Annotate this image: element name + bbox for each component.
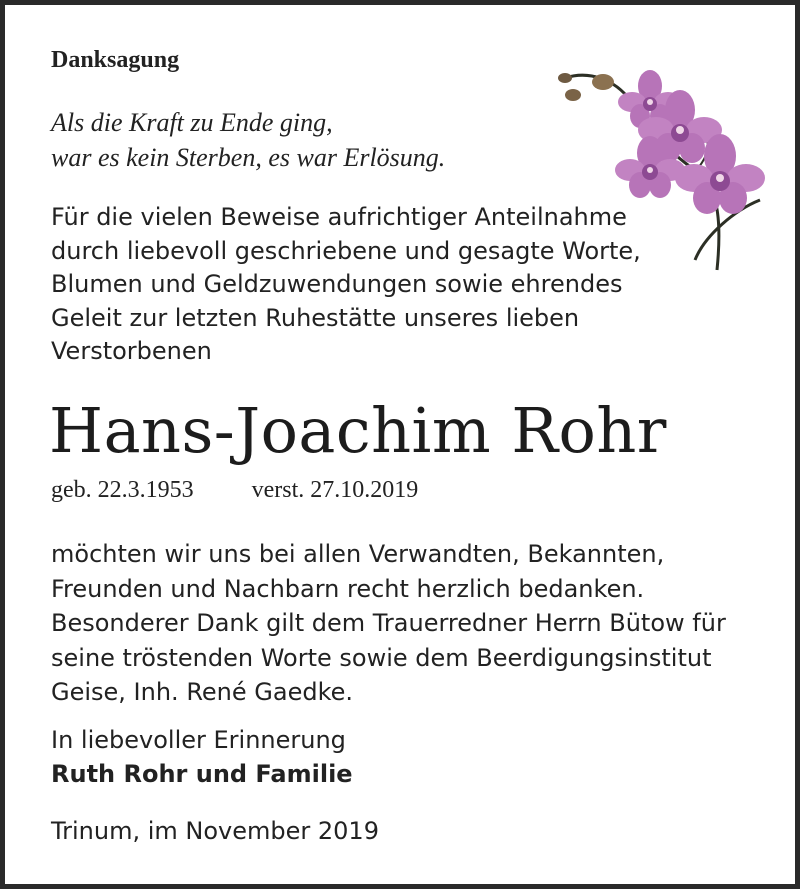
closing	[51, 723, 353, 791]
motto-line: war es kein Sterben, es war Erlösung.	[51, 143, 446, 172]
intro-line: Verstorbenen	[51, 337, 212, 365]
intro-line: Blumen und Geldzuwendungen sowie ehrendes	[51, 270, 623, 298]
place-date: Trinum, im November 2019	[51, 817, 379, 845]
thanks-line: möchten wir uns bei allen Verwandten, Bekannten,	[51, 540, 665, 568]
heading: Danksagung	[51, 47, 180, 73]
orchid-icon	[545, 60, 770, 280]
thanks-line: Freunden und Nachbarn recht herzlich bedanken.	[51, 574, 645, 603]
signer: Ruth Rohr und Familie	[51, 760, 353, 788]
thanks-line: seine tröstenden Worte sowie dem Beerdigungsinstitut	[51, 643, 712, 672]
closing-line: In liebevoller Erinnerung	[51, 726, 346, 754]
intro-line: durch liebevoll geschriebene und gesagte Worte,	[51, 236, 641, 265]
intro-line: Für die vielen Beweise aufrichtiger Anteilnahme	[51, 203, 627, 231]
birth-date: geb. 22.3.1953	[51, 477, 194, 503]
motto-line: Als die Kraft zu Ende ging,	[51, 108, 333, 137]
thanks-line: Geise, Inh. René Gaedke.	[51, 678, 354, 706]
death-date: verst. 27.10.2019	[251, 477, 419, 503]
intro-line: Geleit zur letzten Ruhestätte unseres lieben	[51, 303, 580, 332]
deceased-name: Hans-Joachim Rohr	[49, 394, 667, 467]
life-dates	[51, 477, 418, 504]
thanks-paragraph	[51, 537, 726, 710]
motto	[51, 105, 445, 175]
thanks-line: Besonderer Dank gilt dem Trauerredner Herrn Bütow für	[51, 609, 726, 637]
